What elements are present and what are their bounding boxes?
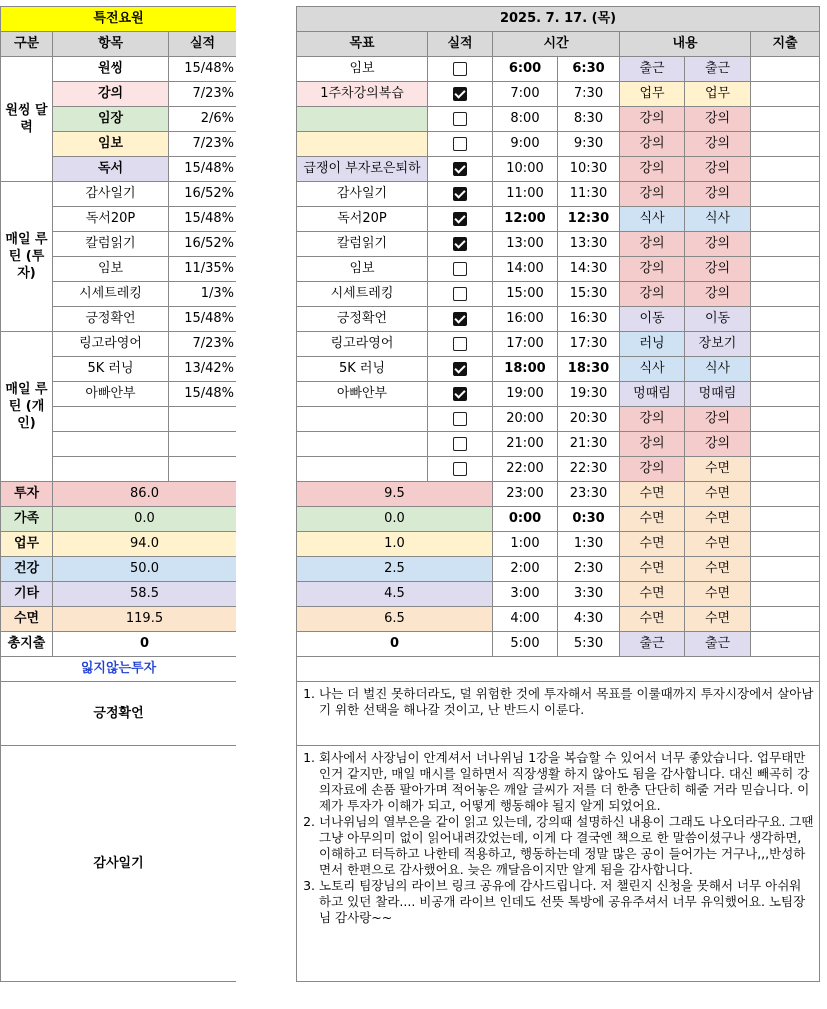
expense-cell[interactable] xyxy=(751,57,820,82)
total-value: 0.0 xyxy=(53,507,237,532)
goal-cell[interactable]: 1주차강의복습 xyxy=(297,82,428,107)
header-done: 실적 xyxy=(428,32,493,57)
activity-b[interactable]: 강의 xyxy=(685,107,751,132)
title-row xyxy=(1,7,237,32)
activity-a[interactable]: 강의 xyxy=(620,232,685,257)
header-content: 내용 xyxy=(620,32,751,57)
time-start: 1:00 xyxy=(493,532,558,557)
goal-cell[interactable]: 아빠안부 xyxy=(297,382,428,407)
schedule-row xyxy=(297,132,820,157)
activity-a[interactable]: 식사 xyxy=(620,207,685,232)
activity-a[interactable]: 식사 xyxy=(620,357,685,382)
checkbox[interactable] xyxy=(453,362,467,376)
activity-b[interactable]: 수면 xyxy=(685,457,751,482)
time-end: 11:30 xyxy=(558,182,620,207)
total-label: 수면 xyxy=(1,607,53,632)
schedule-row xyxy=(297,382,820,407)
time-start: 11:00 xyxy=(493,182,558,207)
category-sum: 0 xyxy=(297,632,493,657)
invest-link[interactable]: 잃지않는투자 xyxy=(1,657,237,682)
expense-cell[interactable] xyxy=(751,607,820,632)
activity-a[interactable]: 강의 xyxy=(620,407,685,432)
expense-cell[interactable] xyxy=(751,632,820,657)
total-row xyxy=(1,582,237,607)
item-value: 1/3% xyxy=(169,282,237,307)
expense-cell[interactable] xyxy=(751,432,820,457)
item-value: 7/23% xyxy=(169,132,237,157)
gratitude-notes-list xyxy=(301,750,815,926)
time-start: 0:00 xyxy=(493,507,558,532)
checkbox[interactable] xyxy=(453,287,467,301)
item-value: 7/23% xyxy=(169,82,237,107)
item-name: 시세트레킹 xyxy=(53,282,169,307)
time-end: 23:30 xyxy=(558,482,620,507)
goal-cell[interactable] xyxy=(297,407,428,432)
item-value: 15/48% xyxy=(169,157,237,182)
checkbox[interactable] xyxy=(453,87,467,101)
time-start: 14:00 xyxy=(493,257,558,282)
expense-cell[interactable] xyxy=(751,82,820,107)
gratitude-notes-item: 3. 노토리 팀장님의 라이브 링크 공유에 감사드립니다. 저 챌린지 신청을 못해서 너무 아쉬워 하고 있던 찰라.... 비공개 라이브 인데도 선뜻 톡방에 공유주셔서 너무 유익했어요. 노팀장님 감사랑~~ xyxy=(319,878,815,926)
time-start: 19:00 xyxy=(493,382,558,407)
activity-b[interactable]: 장보기 xyxy=(685,332,751,357)
expense-cell[interactable] xyxy=(751,557,820,582)
expense-cell[interactable] xyxy=(751,257,820,282)
time-start: 21:00 xyxy=(493,432,558,457)
time-start: 18:00 xyxy=(493,357,558,382)
activity-b[interactable]: 강의 xyxy=(685,407,751,432)
total-value: 94.0 xyxy=(53,532,237,557)
activity-a[interactable]: 출근 xyxy=(620,57,685,82)
item-name: 독서 xyxy=(53,157,169,182)
sheet-title: 특전요원 xyxy=(1,7,237,32)
header-time: 시간 xyxy=(493,32,620,57)
checkbox[interactable] xyxy=(453,462,467,476)
group-label: 매일 루틴 (투자) xyxy=(1,182,53,332)
item-name: 긍정확언 xyxy=(53,307,169,332)
activity-b[interactable]: 수면 xyxy=(685,582,751,607)
schedule-row xyxy=(297,357,820,382)
total-value: 0 xyxy=(53,632,237,657)
activity-b[interactable]: 출근 xyxy=(685,57,751,82)
activity-a[interactable]: 수면 xyxy=(620,557,685,582)
header-row xyxy=(1,32,237,57)
gratitude-row xyxy=(1,746,237,982)
time-start: 5:00 xyxy=(493,632,558,657)
item-name xyxy=(53,432,169,457)
time-end: 14:30 xyxy=(558,257,620,282)
time-end: 3:30 xyxy=(558,582,620,607)
activity-a[interactable]: 강의 xyxy=(620,157,685,182)
schedule-row xyxy=(297,282,820,307)
time-end: 0:30 xyxy=(558,507,620,532)
schedule-row xyxy=(297,307,820,332)
time-start: 4:00 xyxy=(493,607,558,632)
activity-b[interactable]: 강의 xyxy=(685,282,751,307)
activity-a[interactable]: 강의 xyxy=(620,182,685,207)
table-row xyxy=(1,332,237,357)
schedule-row xyxy=(297,232,820,257)
checkbox[interactable] xyxy=(453,262,467,276)
time-start: 9:00 xyxy=(493,132,558,157)
check-cell[interactable] xyxy=(428,207,493,232)
activity-b[interactable]: 강의 xyxy=(685,232,751,257)
item-name: 임보 xyxy=(53,257,169,282)
right-schedule-table xyxy=(296,6,820,982)
check-cell[interactable] xyxy=(428,432,493,457)
time-start: 20:00 xyxy=(493,407,558,432)
expense-cell[interactable] xyxy=(751,232,820,257)
expense-cell[interactable] xyxy=(751,482,820,507)
activity-b[interactable]: 수면 xyxy=(685,557,751,582)
goal-cell[interactable]: 시세트레킹 xyxy=(297,282,428,307)
activity-b[interactable]: 멍때림 xyxy=(685,382,751,407)
time-end: 18:30 xyxy=(558,357,620,382)
expense-cell[interactable] xyxy=(751,182,820,207)
time-end: 12:30 xyxy=(558,207,620,232)
checkbox[interactable] xyxy=(453,337,467,351)
header-2: 실적 xyxy=(169,32,237,57)
time-start: 2:00 xyxy=(493,557,558,582)
activity-b[interactable]: 식사 xyxy=(685,357,751,382)
checkbox[interactable] xyxy=(453,112,467,126)
goal-cell[interactable]: 링고라영어 xyxy=(297,332,428,357)
time-start: 10:00 xyxy=(493,157,558,182)
expense-cell[interactable] xyxy=(751,132,820,157)
activity-b[interactable]: 수면 xyxy=(685,607,751,632)
activity-a[interactable]: 러닝 xyxy=(620,332,685,357)
panel-gap xyxy=(236,0,296,1009)
schedule-row xyxy=(297,157,820,182)
expense-cell[interactable] xyxy=(751,382,820,407)
item-name: 감사일기 xyxy=(53,182,169,207)
activity-b[interactable]: 강의 xyxy=(685,257,751,282)
affirmation-notes-list xyxy=(301,686,815,718)
category-sum: 4.5 xyxy=(297,582,493,607)
time-start: 6:00 xyxy=(493,57,558,82)
schedule-row xyxy=(297,457,820,482)
category-sum: 2.5 xyxy=(297,557,493,582)
total-label: 업무 xyxy=(1,532,53,557)
total-value: 86.0 xyxy=(53,482,237,507)
affirm-label: 긍정확언 xyxy=(1,682,237,746)
gratitude-notes-item: 2. 너나위님의 열부은을 같이 읽고 있는데, 강의때 설명하신 내용이 그래도 나오더라구요. 그땐 그냥 아무의미 없이 읽어내려갔었는데, 이게 다 결국엔 책으로 한 말씀이셨구나 생각하면, 이해하고 터득하고 나한테 적용하고, 행동하는데 정말 많은 공이 들어가는 거구나,,,반성하면서 한편으로 감사했어요. 늦은 깨달음이지만 알게 됨을 감사합니다. xyxy=(319,814,815,878)
left-summary-table xyxy=(0,6,237,982)
item-value: 15/48% xyxy=(169,382,237,407)
total-row xyxy=(1,632,237,657)
time-end: 13:30 xyxy=(558,232,620,257)
total-row xyxy=(1,532,237,557)
activity-a[interactable]: 이동 xyxy=(620,307,685,332)
activity-b[interactable]: 강의 xyxy=(685,132,751,157)
total-label: 기타 xyxy=(1,582,53,607)
time-end: 10:30 xyxy=(558,157,620,182)
affirm-row xyxy=(1,682,237,746)
sum-row xyxy=(297,507,820,532)
item-value: 13/42% xyxy=(169,357,237,382)
expense-cell[interactable] xyxy=(751,532,820,557)
check-cell[interactable] xyxy=(428,332,493,357)
item-name xyxy=(53,407,169,432)
total-row xyxy=(1,507,237,532)
goal-cell[interactable] xyxy=(297,107,428,132)
time-start: 7:00 xyxy=(493,82,558,107)
sum-row xyxy=(297,557,820,582)
schedule-row xyxy=(297,432,820,457)
time-start: 16:00 xyxy=(493,307,558,332)
item-value: 15/48% xyxy=(169,307,237,332)
activity-a[interactable]: 수면 xyxy=(620,607,685,632)
category-sum: 0.0 xyxy=(297,507,493,532)
spacer-cell xyxy=(297,657,820,682)
checkbox[interactable] xyxy=(453,62,467,76)
expense-cell[interactable] xyxy=(751,457,820,482)
item-name: 칼럼읽기 xyxy=(53,232,169,257)
item-name: 링고라영어 xyxy=(53,332,169,357)
schedule-row xyxy=(297,257,820,282)
checkbox[interactable] xyxy=(453,387,467,401)
gratitude-notes-item: 1. 회사에서 사장님이 안계셔서 너나위님 1강을 복습할 수 있어서 너무 좋았습니다. 업무태만인거 같지만, 매일 매시를 일하면서 직장생활 하지 않아도 됨을 감사합니다. 대신 빼곡히 강의자료에 손품 팔아가며 적어놓은 깨알 글씨가 저를 더 한층 단단히 해줄 거라 믿습니다. 이제가 투자가 이해가 되고, 어떻게 행동해야 될지 알게 되었어요. xyxy=(319,750,815,814)
affirmation-notes-item: 1. 나는 더 벌진 못하더라도, 덜 위험한 것에 투자해서 목표를 이룰때까지 투자시장에서 살아남기 위한 선택을 해나갈 것이고, 난 반드시 이룬다. xyxy=(319,686,815,718)
total-label: 투자 xyxy=(1,482,53,507)
spacer-row xyxy=(297,657,820,682)
time-end: 17:30 xyxy=(558,332,620,357)
activity-a[interactable]: 강의 xyxy=(620,107,685,132)
checkbox[interactable] xyxy=(453,187,467,201)
time-end: 21:30 xyxy=(558,432,620,457)
item-name: 원씽 xyxy=(53,57,169,82)
time-end: 6:30 xyxy=(558,57,620,82)
goal-cell[interactable]: 독서20P xyxy=(297,207,428,232)
gratitude-notes xyxy=(297,746,820,982)
time-end: 9:30 xyxy=(558,132,620,157)
date-row xyxy=(297,7,820,32)
affirmation-notes-row xyxy=(297,682,820,746)
time-start: 15:00 xyxy=(493,282,558,307)
item-name: 독서20P xyxy=(53,207,169,232)
activity-a[interactable]: 업무 xyxy=(620,82,685,107)
goal-cell[interactable] xyxy=(297,432,428,457)
gratitude-notes-row xyxy=(297,746,820,982)
time-end: 1:30 xyxy=(558,532,620,557)
checkbox[interactable] xyxy=(453,137,467,151)
activity-b[interactable]: 수면 xyxy=(685,532,751,557)
total-value: 119.5 xyxy=(53,607,237,632)
goal-cell[interactable]: 급쟁이 부자로은퇴하 xyxy=(297,157,428,182)
header-row xyxy=(297,32,820,57)
time-start: 13:00 xyxy=(493,232,558,257)
schedule-row xyxy=(297,82,820,107)
activity-a[interactable]: 멍때림 xyxy=(620,382,685,407)
total-label: 가족 xyxy=(1,507,53,532)
item-value xyxy=(169,457,237,482)
check-cell[interactable] xyxy=(428,232,493,257)
item-name: 5K 러닝 xyxy=(53,357,169,382)
category-sum: 6.5 xyxy=(297,607,493,632)
header-expense: 지출 xyxy=(751,32,820,57)
activity-b[interactable]: 수면 xyxy=(685,507,751,532)
time-start: 12:00 xyxy=(493,207,558,232)
activity-a[interactable]: 수면 xyxy=(620,532,685,557)
activity-b[interactable]: 업무 xyxy=(685,82,751,107)
expense-cell[interactable] xyxy=(751,582,820,607)
check-cell[interactable] xyxy=(428,282,493,307)
time-end: 4:30 xyxy=(558,607,620,632)
expense-cell[interactable] xyxy=(751,107,820,132)
check-cell[interactable] xyxy=(428,382,493,407)
affirmation-notes xyxy=(297,682,820,746)
total-row xyxy=(1,482,237,507)
expense-cell[interactable] xyxy=(751,407,820,432)
activity-a[interactable]: 수면 xyxy=(620,507,685,532)
expense-cell[interactable] xyxy=(751,157,820,182)
time-start: 3:00 xyxy=(493,582,558,607)
activity-a[interactable]: 강의 xyxy=(620,132,685,157)
check-cell[interactable] xyxy=(428,307,493,332)
link-row xyxy=(1,657,237,682)
activity-a[interactable]: 출근 xyxy=(620,632,685,657)
schedule-row xyxy=(297,332,820,357)
activity-a[interactable]: 강의 xyxy=(620,432,685,457)
total-value: 50.0 xyxy=(53,557,237,582)
total-label: 총지출 xyxy=(1,632,53,657)
item-value xyxy=(169,407,237,432)
activity-a[interactable]: 수면 xyxy=(620,582,685,607)
total-row xyxy=(1,607,237,632)
goal-cell[interactable]: 감사일기 xyxy=(297,182,428,207)
activity-b[interactable]: 강의 xyxy=(685,182,751,207)
item-name: 임보 xyxy=(53,132,169,157)
group-label: 매일 루틴 (개인) xyxy=(1,332,53,482)
expense-cell[interactable] xyxy=(751,307,820,332)
total-label: 건강 xyxy=(1,557,53,582)
expense-cell[interactable] xyxy=(751,357,820,382)
sum-row xyxy=(297,632,820,657)
item-value: 7/23% xyxy=(169,332,237,357)
item-value: 2/6% xyxy=(169,107,237,132)
goal-cell[interactable]: 5K 러닝 xyxy=(297,357,428,382)
activity-a[interactable]: 강의 xyxy=(620,457,685,482)
time-end: 22:30 xyxy=(558,457,620,482)
time-end: 2:30 xyxy=(558,557,620,582)
check-cell[interactable] xyxy=(428,57,493,82)
expense-cell[interactable] xyxy=(751,282,820,307)
time-end: 16:30 xyxy=(558,307,620,332)
item-value xyxy=(169,432,237,457)
check-cell[interactable] xyxy=(428,407,493,432)
total-row xyxy=(1,557,237,582)
schedule-row xyxy=(297,182,820,207)
item-value: 16/52% xyxy=(169,232,237,257)
check-cell[interactable] xyxy=(428,257,493,282)
checkbox[interactable] xyxy=(453,162,467,176)
item-name: 아빠안부 xyxy=(53,382,169,407)
activity-a[interactable]: 수면 xyxy=(620,482,685,507)
goal-cell[interactable] xyxy=(297,132,428,157)
table-row xyxy=(1,182,237,207)
table-row xyxy=(1,57,237,82)
check-cell[interactable] xyxy=(428,182,493,207)
group-label: 원씽 달력 xyxy=(1,57,53,182)
checkbox[interactable] xyxy=(453,437,467,451)
time-end: 7:30 xyxy=(558,82,620,107)
sum-row xyxy=(297,532,820,557)
goal-cell[interactable]: 칼럼읽기 xyxy=(297,232,428,257)
check-cell[interactable] xyxy=(428,107,493,132)
goal-cell[interactable] xyxy=(297,457,428,482)
checkbox[interactable] xyxy=(453,237,467,251)
item-value: 15/48% xyxy=(169,207,237,232)
check-cell[interactable] xyxy=(428,82,493,107)
expense-cell[interactable] xyxy=(751,507,820,532)
checkbox[interactable] xyxy=(453,412,467,426)
time-start: 22:00 xyxy=(493,457,558,482)
expense-cell[interactable] xyxy=(751,207,820,232)
item-name: 임장 xyxy=(53,107,169,132)
gratitude-label: 감사일기 xyxy=(1,746,237,982)
activity-b[interactable]: 수면 xyxy=(685,482,751,507)
header-1: 항목 xyxy=(53,32,169,57)
time-end: 15:30 xyxy=(558,282,620,307)
item-name xyxy=(53,457,169,482)
time-end: 20:30 xyxy=(558,407,620,432)
check-cell[interactable] xyxy=(428,157,493,182)
header-0: 구분 xyxy=(1,32,53,57)
schedule-row xyxy=(297,57,820,82)
date-header: 2025. 7. 17. (목) xyxy=(297,7,820,32)
schedule-row xyxy=(297,107,820,132)
time-start: 17:00 xyxy=(493,332,558,357)
goal-cell[interactable]: 긍정확언 xyxy=(297,307,428,332)
time-end: 19:30 xyxy=(558,382,620,407)
activity-b[interactable]: 강의 xyxy=(685,432,751,457)
time-end: 8:30 xyxy=(558,107,620,132)
time-start: 8:00 xyxy=(493,107,558,132)
header-goal: 목표 xyxy=(297,32,428,57)
schedule-row xyxy=(297,407,820,432)
activity-a[interactable]: 강의 xyxy=(620,257,685,282)
check-cell[interactable] xyxy=(428,457,493,482)
activity-a[interactable]: 강의 xyxy=(620,282,685,307)
activity-b[interactable]: 출근 xyxy=(685,632,751,657)
checkbox[interactable] xyxy=(453,212,467,226)
item-value: 11/35% xyxy=(169,257,237,282)
expense-cell[interactable] xyxy=(751,332,820,357)
activity-b[interactable]: 식사 xyxy=(685,207,751,232)
checkbox[interactable] xyxy=(453,312,467,326)
category-sum: 9.5 xyxy=(297,482,493,507)
check-cell[interactable] xyxy=(428,357,493,382)
item-value: 15/48% xyxy=(169,57,237,82)
activity-b[interactable]: 강의 xyxy=(685,157,751,182)
item-value: 16/52% xyxy=(169,182,237,207)
total-value: 58.5 xyxy=(53,582,237,607)
check-cell[interactable] xyxy=(428,132,493,157)
category-sum: 1.0 xyxy=(297,532,493,557)
item-name: 강의 xyxy=(53,82,169,107)
sum-row xyxy=(297,607,820,632)
time-end: 5:30 xyxy=(558,632,620,657)
activity-b[interactable]: 이동 xyxy=(685,307,751,332)
time-start: 23:00 xyxy=(493,482,558,507)
goal-cell[interactable]: 임보 xyxy=(297,257,428,282)
sum-row xyxy=(297,582,820,607)
schedule-row xyxy=(297,207,820,232)
goal-cell[interactable]: 임보 xyxy=(297,57,428,82)
sum-row xyxy=(297,482,820,507)
